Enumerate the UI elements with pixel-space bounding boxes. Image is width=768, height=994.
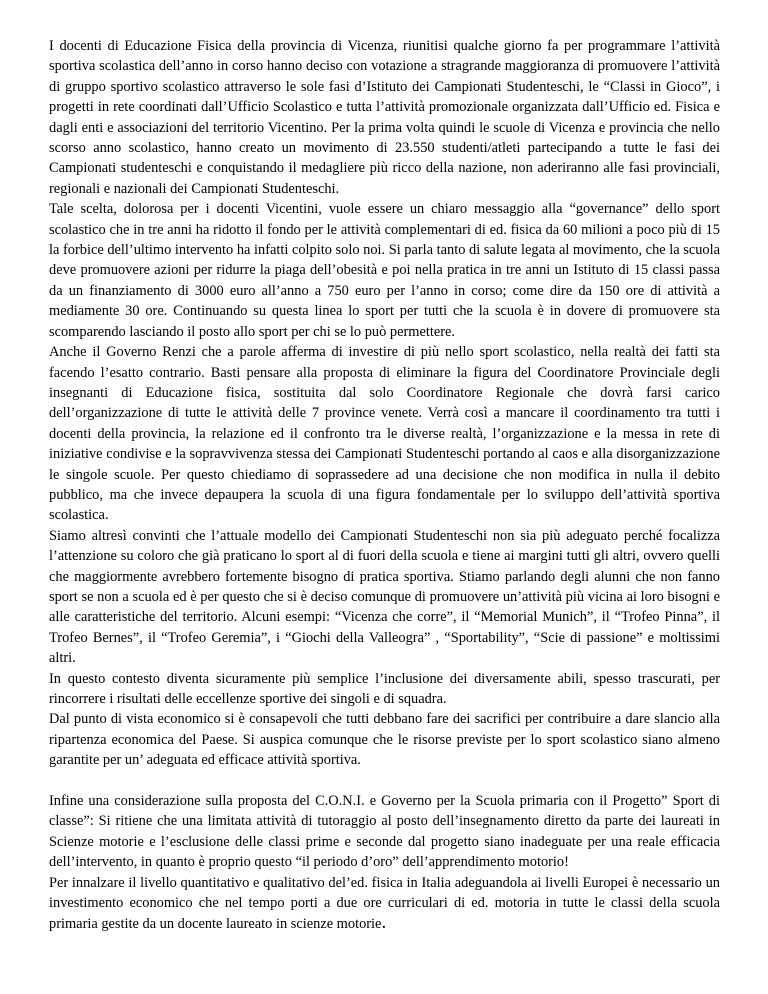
paragraph: Dal punto di vista economico si è consapevoli che tutti debbano fare dei sacrifici per contribuire a dare slancio alla ripartenza economica del Paese. Si auspica comunque che le risorse previste per lo sport scolastico siano almeno garantite per un’ adeguata ed efficace attività sportiva. bbox=[49, 711, 720, 769]
paragraph-spacer bbox=[49, 771, 720, 791]
final-period: . bbox=[381, 912, 387, 934]
paragraph: Infine una considerazione sulla proposta del C.O.N.I. e Governo per la Scuola primaria con il Progetto” Sport di classe”: Si ritiene che una limitata attività di tutoraggio al posto dell’insegnamento diretto da parte dei laureati in Scienze motorie e l’esclusione delle classi prime e seconde dal progetto siano inadeguate per una reale efficacia dell’intervento, in quanto è proprio questo “il periodo d’oro” dell’apprendimento motorio! bbox=[49, 793, 720, 871]
document-body bbox=[49, 36, 720, 935]
final-paragraph bbox=[49, 873, 720, 935]
paragraph: Anche il Governo Renzi che a parole afferma di investire di più nello sport scolastico, nella realtà dei fatti sta facendo l’esatto contrario. Basti pensare alla proposta di eliminare la figura del Coordinatore Provinciale degli insegnanti di Educazione fisica, sostituita dal solo Coordinatore Regionale che dovrà farsi carico dell’organizzazione di tutte le attività delle 7 province venete. Verrà così a mancare il coordinamento tra tutti i docenti della provincia, la relazione ed il confronto tra le diverse realtà, l’organizzazione e la messa in rete di iniziative condivise e la sopravvivenza stessa dei Campionati Studenteschi portando al caos e alla disorganizzazione le singole scuole. Per questo chiediamo di soprassedere ad una decisione che non modifica in nulla il debito pubblico, ma che invece depaupera la scuola di una figura fondamentale per lo sviluppo dell’attività sportiva scolastica. bbox=[49, 344, 720, 524]
paragraph: I docenti di Educazione Fisica della provincia di Vicenza, riunitisi qualche giorno fa per programmare l’attività sportiva scolastica dell’anno in corso hanno deciso con votazione a stragrande maggioranza di promuovere l’attività di gruppo sportivo scolastico attraverso le sole fasi d’Istituto dei Campionati Studenteschi, le “Classi in Gioco”, i progetti in rete coordinati dall’Ufficio Scolastico e tutta l’attività promozionale organizzata dall’Ufficio ed. Fisica e dagli enti e associazioni del territorio Vicentino. Per la prima volta quindi le scuole di Vicenza e provincia che nello scorso anno scolastico, hanno creato un movimento di 23.550 studenti/atleti partecipando a tutte le fasi dei Campionati studenteschi e conquistando il medagliere più ricco della nazione, non aderiranno alle fasi provinciali, regionali e nazionali dei Campionati Studenteschi. bbox=[49, 38, 720, 197]
paragraph: Siamo altresì convinti che l’attuale modello dei Campionati Studenteschi non sia più adeguato perché focalizza l’attenzione su coloro che già praticano lo sport al di fuori della scuola e tiene ai margini tutti gli altri, ovvero quelli che maggiormente avrebbero fortemente bisogno di pratica sportiva. Stiamo parlando degli alunni che non fanno sport se non a scuola ed è per questo che si è deciso comunque di promuovere un’attività più vicina ai loro bisogni e alle caratteristiche del territorio. Alcuni esempi: “Vicenza che corre”, il “Memorial Munich”, il “Trofeo Pinna”, il Trofeo Bernes”, il “Trofeo Geremia”, i “Giochi della Valleogra” , “Sportability”, “Scie di passione” e moltissimi altri. bbox=[49, 527, 720, 667]
final-paragraph-text: Per innalzare il livello quantitativo e qualitativo del’ed. fisica in Italia adeguandola ai livelli Europei è necessario un investimento economico che nel tempo porti a due ore curriculari di ed. motoria in tutte le classi della scuola primaria gestite da un docente laureato in scienze motorie bbox=[49, 874, 720, 933]
paragraph: Tale scelta, dolorosa per i docenti Vicentini, vuole essere un chiaro messaggio alla “governance” dello sport scolastico che in tre anni ha ridotto il fondo per le attività complementari di ed. fisica da 60 milioni a poco più di 15 la forbice dell’ultimo intervento ha infatti colpito solo noi. Si parla tanto di salute legata al movimento, che la scuola deve promuovere azioni per ridurre la piaga dell’obesità e poi nella pratica in tre anni un Istituto di 15 classi passa da un finanziamento di 3000 euro all’anno a 750 euro per l’anno in corso; come dire da 150 ore di attività a mediamente 30 ore. Continuando su questa linea lo sport per tutti che la scuola è in dovere di promuovere sta scomparendo lasciando il posto allo sport per chi se lo può permettere. bbox=[49, 201, 720, 340]
paragraph: In questo contesto diventa sicuramente più semplice l’inclusione dei diversamente abili, spesso trascurati, per rincorrere i risultati delle eccellenze sportive dei singoli e di squadra. bbox=[49, 670, 720, 707]
